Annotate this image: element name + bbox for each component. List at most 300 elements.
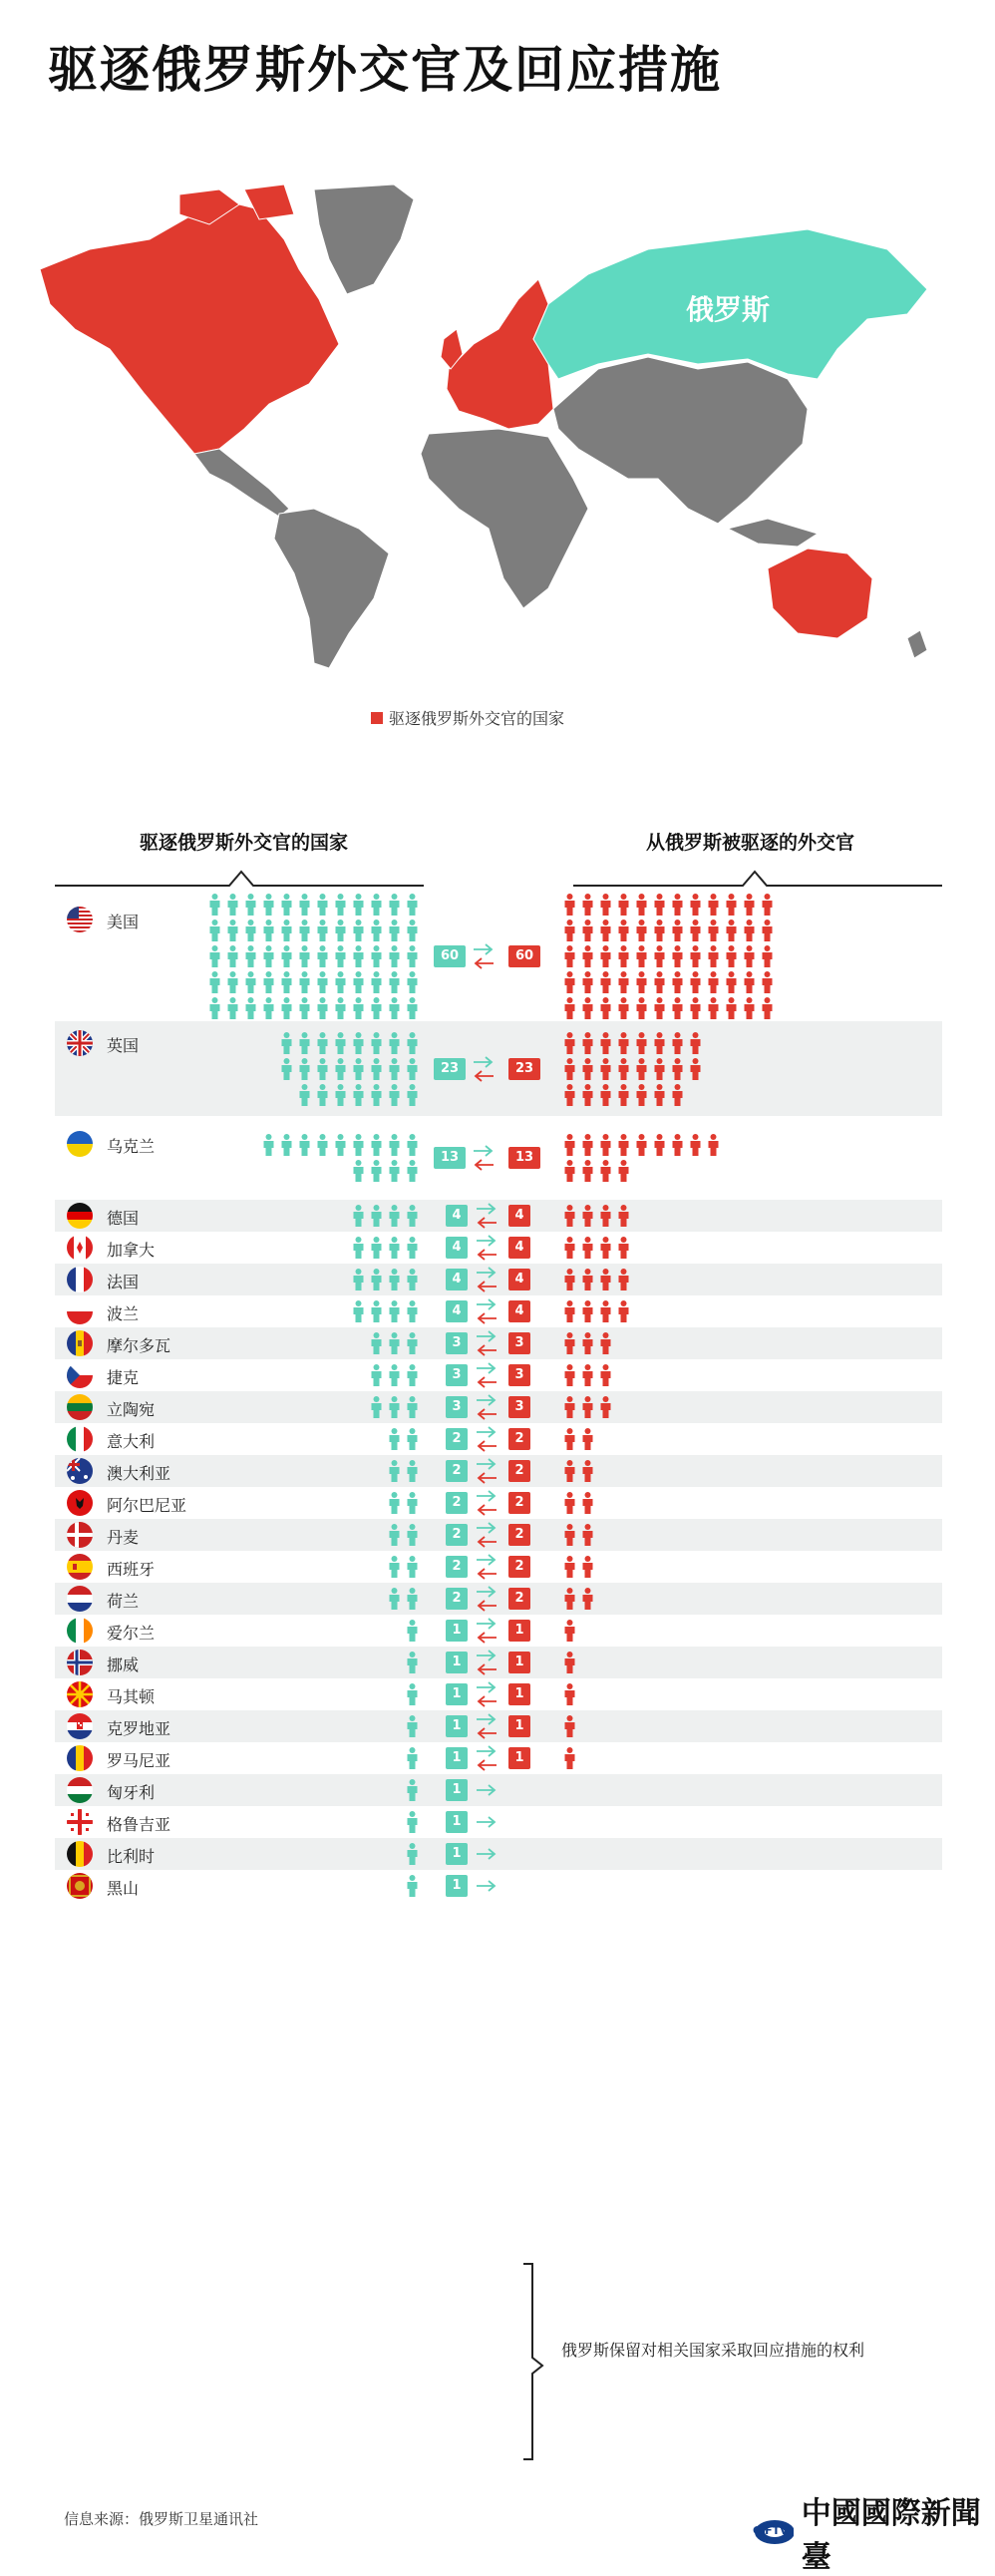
page-title: 驱逐俄罗斯外交官及回应措施 bbox=[48, 41, 722, 99]
expelling-person-icon bbox=[298, 1058, 311, 1084]
expelling-person-icon bbox=[370, 1396, 383, 1422]
expelling-person-icon bbox=[262, 971, 275, 997]
expelled-russian-person-icon bbox=[761, 920, 774, 945]
expelled-count-badge: 13 bbox=[434, 1147, 466, 1169]
response-count-badge: 1 bbox=[508, 1652, 530, 1673]
expelling-person-icon bbox=[388, 945, 401, 971]
expelling-person-icon bbox=[208, 894, 221, 920]
country-name: 阿尔巴尼亚 bbox=[107, 1496, 187, 1515]
expelled-russian-person-icon bbox=[599, 1084, 612, 1110]
expelled-count-badge: 23 bbox=[434, 1058, 466, 1080]
expelled-russian-person-icon bbox=[671, 997, 684, 1023]
country-row bbox=[55, 1647, 942, 1678]
expelled-russian-person-icon bbox=[617, 1058, 630, 1084]
expelled-count-badge: 1 bbox=[446, 1683, 468, 1705]
expelled-russian-person-icon bbox=[635, 1134, 648, 1160]
expelled-russian-person-icon bbox=[563, 1428, 576, 1454]
expelling-person-icon bbox=[370, 1084, 383, 1110]
expelled-russian-person-icon bbox=[581, 1160, 594, 1186]
exchange-arrows-icon bbox=[474, 1552, 499, 1582]
country-name: 黑山 bbox=[107, 1879, 140, 1898]
map-indonesia bbox=[728, 519, 818, 547]
expelled-russian-person-icon bbox=[761, 945, 774, 971]
expelled-russian-person-icon bbox=[653, 1058, 666, 1084]
expelling-person-icon bbox=[208, 945, 221, 971]
expelling-person-icon bbox=[334, 1032, 347, 1058]
expelling-person-icon bbox=[316, 1134, 329, 1160]
expelling-person-icon bbox=[244, 945, 257, 971]
country-row bbox=[55, 1232, 942, 1264]
expelled-russian-person-icon bbox=[581, 1237, 594, 1263]
expelling-person-icon bbox=[334, 997, 347, 1023]
country-row bbox=[55, 1021, 942, 1116]
map-mexico bbox=[194, 449, 289, 517]
map-asia bbox=[553, 357, 808, 524]
expelling-person-icon bbox=[406, 997, 419, 1023]
expelling-person-icon bbox=[406, 1332, 419, 1358]
expelling-person-icon bbox=[352, 1134, 365, 1160]
expelling-person-icon bbox=[298, 971, 311, 997]
expelled-russian-person-icon bbox=[653, 1084, 666, 1110]
expelled-russian-person-icon bbox=[635, 945, 648, 971]
country-name: 捷克 bbox=[107, 1368, 140, 1387]
expelled-russian-person-icon bbox=[617, 1205, 630, 1231]
country-flag-hu-icon bbox=[67, 1777, 93, 1803]
expelled-russian-person-icon bbox=[581, 1524, 594, 1550]
expelling-person-icon bbox=[334, 945, 347, 971]
legend-label: 驱逐俄罗斯外交官的国家 bbox=[389, 709, 565, 728]
expelled-russian-person-icon bbox=[581, 1032, 594, 1058]
expelled-russian-person-icon bbox=[653, 1134, 666, 1160]
expelled-russian-person-icon bbox=[581, 1269, 594, 1294]
expelled-russian-person-icon bbox=[599, 1205, 612, 1231]
country-row bbox=[55, 1870, 942, 1902]
expelled-russian-person-icon bbox=[707, 894, 720, 920]
expelling-person-icon bbox=[388, 1524, 401, 1550]
expelling-person-icon bbox=[406, 1237, 419, 1263]
expelling-person-icon bbox=[406, 1652, 419, 1677]
response-count-badge: 60 bbox=[508, 945, 540, 967]
expelling-person-icon bbox=[352, 1160, 365, 1186]
expelled-russian-person-icon bbox=[743, 894, 756, 920]
map-new-zealand bbox=[907, 630, 927, 658]
expelled-russian-person-icon bbox=[581, 1492, 594, 1518]
expelled-russian-person-icon bbox=[671, 920, 684, 945]
expelled-russian-person-icon bbox=[761, 894, 774, 920]
cftv-logo bbox=[753, 2488, 995, 2576]
country-flag-hr-icon bbox=[67, 1713, 93, 1739]
country-name: 克罗地亚 bbox=[107, 1719, 171, 1738]
expelled-russian-person-icon bbox=[671, 1134, 684, 1160]
expelled-russian-person-icon bbox=[689, 1134, 702, 1160]
expelled-russian-person-icon bbox=[581, 1428, 594, 1454]
country-flag-ua-icon bbox=[67, 1131, 93, 1157]
expelling-person-icon bbox=[388, 1032, 401, 1058]
expelling-person-icon bbox=[334, 971, 347, 997]
expelling-person-icon bbox=[406, 1811, 419, 1837]
exchange-arrows-icon bbox=[471, 1143, 497, 1173]
expelled-russian-person-icon bbox=[563, 1237, 576, 1263]
expelled-russian-person-icon bbox=[599, 1032, 612, 1058]
country-flag-ge-icon bbox=[67, 1809, 93, 1835]
expelled-russian-person-icon bbox=[599, 1396, 612, 1422]
expelling-person-icon bbox=[352, 1058, 365, 1084]
country-flag-md-icon bbox=[67, 1330, 93, 1356]
expelling-person-icon bbox=[370, 920, 383, 945]
expelling-person-icon bbox=[388, 1588, 401, 1614]
expelling-person-icon bbox=[388, 1058, 401, 1084]
expelled-russian-person-icon bbox=[581, 1058, 594, 1084]
expelling-person-icon bbox=[262, 1134, 275, 1160]
expelling-person-icon bbox=[298, 1032, 311, 1058]
expelled-russian-person-icon bbox=[581, 1396, 594, 1422]
country-name: 立陶宛 bbox=[107, 1400, 156, 1419]
expelled-russian-person-icon bbox=[563, 1460, 576, 1486]
expelling-person-icon bbox=[298, 920, 311, 945]
expelled-count-badge: 2 bbox=[446, 1524, 468, 1546]
country-flag-nl-icon bbox=[67, 1586, 93, 1612]
expelled-count-badge: 3 bbox=[446, 1364, 468, 1386]
expelled-russian-person-icon bbox=[707, 971, 720, 997]
expelling-person-icon bbox=[388, 1300, 401, 1326]
expelled-russian-person-icon bbox=[689, 920, 702, 945]
expelling-person-icon bbox=[370, 1160, 383, 1186]
expelling-person-icon bbox=[226, 997, 239, 1023]
expelled-russian-person-icon bbox=[653, 945, 666, 971]
response-count-badge: 3 bbox=[508, 1332, 530, 1354]
country-row bbox=[55, 1455, 942, 1487]
expelled-russian-person-icon bbox=[581, 1084, 594, 1110]
expelled-count-badge: 3 bbox=[446, 1396, 468, 1418]
expelling-person-icon bbox=[208, 920, 221, 945]
country-flag-lt-icon bbox=[67, 1394, 93, 1420]
response-count-badge: 3 bbox=[508, 1364, 530, 1386]
exchange-arrows-icon bbox=[474, 1265, 499, 1294]
expelling-person-icon bbox=[352, 1269, 365, 1294]
exchange-arrows-icon bbox=[474, 1648, 499, 1677]
expelling-person-icon bbox=[244, 997, 257, 1023]
exchange-arrows-icon bbox=[474, 1456, 499, 1486]
expelling-person-icon bbox=[406, 1396, 419, 1422]
expelling-person-icon bbox=[298, 997, 311, 1023]
expelling-person-icon bbox=[316, 971, 329, 997]
response-count-badge: 3 bbox=[508, 1396, 530, 1418]
right-column-header: 从俄罗斯被驱逐的外交官 bbox=[646, 832, 855, 854]
expelled-count-badge: 1 bbox=[446, 1715, 468, 1737]
country-name: 荷兰 bbox=[107, 1592, 140, 1611]
country-name: 马其顿 bbox=[107, 1687, 156, 1706]
country-row bbox=[55, 1423, 942, 1455]
expelled-russian-person-icon bbox=[725, 945, 738, 971]
expelling-person-icon bbox=[316, 920, 329, 945]
expelled-russian-person-icon bbox=[617, 1269, 630, 1294]
country-name: 意大利 bbox=[107, 1432, 156, 1451]
response-count-badge: 2 bbox=[508, 1588, 530, 1610]
expelling-person-icon bbox=[280, 1058, 293, 1084]
country-flag-ca-icon bbox=[67, 1235, 93, 1261]
expelled-russian-person-icon bbox=[599, 1160, 612, 1186]
expelled-russian-person-icon bbox=[671, 971, 684, 997]
expelled-russian-person-icon bbox=[671, 1058, 684, 1084]
expelling-person-icon bbox=[406, 1843, 419, 1869]
expelled-russian-person-icon bbox=[581, 920, 594, 945]
expelled-russian-person-icon bbox=[617, 997, 630, 1023]
expelled-russian-person-icon bbox=[671, 1032, 684, 1058]
expelled-russian-person-icon bbox=[563, 1588, 576, 1614]
country-flag-cz-icon bbox=[67, 1362, 93, 1388]
expelled-count-badge: 1 bbox=[446, 1747, 468, 1769]
country-flag-dk-icon bbox=[67, 1522, 93, 1548]
exchange-arrows-icon bbox=[474, 1520, 499, 1550]
expelled-count-badge: 1 bbox=[446, 1875, 468, 1897]
forward-arrow-icon bbox=[474, 1775, 499, 1805]
expelled-count-badge: 4 bbox=[446, 1300, 468, 1322]
country-name: 加拿大 bbox=[107, 1241, 156, 1260]
expelled-russian-person-icon bbox=[617, 1300, 630, 1326]
expelled-russian-person-icon bbox=[581, 1364, 594, 1390]
expelled-russian-person-icon bbox=[671, 945, 684, 971]
map-greenland bbox=[314, 184, 414, 294]
reserved-rights-note: 俄罗斯保留对相关国家采取回应措施的权利 bbox=[561, 2341, 865, 2360]
expelled-count-badge: 1 bbox=[446, 1843, 468, 1865]
map-africa bbox=[421, 429, 588, 608]
expelled-russian-person-icon bbox=[581, 945, 594, 971]
exchange-arrows-icon bbox=[474, 1488, 499, 1518]
country-name: 比利时 bbox=[107, 1847, 156, 1866]
expelled-russian-person-icon bbox=[563, 1300, 576, 1326]
country-row bbox=[55, 1806, 942, 1838]
expelling-person-icon bbox=[370, 997, 383, 1023]
expelled-russian-person-icon bbox=[653, 971, 666, 997]
country-row bbox=[55, 1551, 942, 1583]
expelling-person-icon bbox=[406, 1205, 419, 1231]
country-flag-pl-icon bbox=[67, 1298, 93, 1324]
response-count-badge: 1 bbox=[508, 1683, 530, 1705]
expelled-russian-person-icon bbox=[689, 1058, 702, 1084]
expelled-russian-person-icon bbox=[707, 920, 720, 945]
expelling-person-icon bbox=[406, 894, 419, 920]
expelled-russian-person-icon bbox=[581, 894, 594, 920]
expelled-russian-person-icon bbox=[635, 997, 648, 1023]
expelling-person-icon bbox=[262, 997, 275, 1023]
expelling-person-icon bbox=[262, 894, 275, 920]
expelling-person-icon bbox=[406, 1747, 419, 1773]
expelling-person-icon bbox=[388, 1428, 401, 1454]
expelled-count-badge: 2 bbox=[446, 1556, 468, 1578]
exchange-arrows-icon bbox=[474, 1616, 499, 1646]
country-name: 匈牙利 bbox=[107, 1783, 156, 1802]
expelling-person-icon bbox=[388, 1492, 401, 1518]
expelled-russian-person-icon bbox=[599, 945, 612, 971]
expelled-russian-person-icon bbox=[725, 920, 738, 945]
expelling-person-icon bbox=[316, 945, 329, 971]
expelled-russian-person-icon bbox=[599, 894, 612, 920]
expelled-russian-person-icon bbox=[563, 1556, 576, 1582]
expelled-count-badge: 2 bbox=[446, 1428, 468, 1450]
expelling-person-icon bbox=[406, 1779, 419, 1805]
expelled-russian-person-icon bbox=[689, 945, 702, 971]
expelling-person-icon bbox=[388, 997, 401, 1023]
country-name: 法国 bbox=[107, 1273, 140, 1291]
expelled-russian-person-icon bbox=[617, 945, 630, 971]
expelling-person-icon bbox=[298, 894, 311, 920]
country-row bbox=[55, 1583, 942, 1615]
expelled-russian-person-icon bbox=[671, 894, 684, 920]
expelling-person-icon bbox=[280, 945, 293, 971]
expelled-russian-person-icon bbox=[743, 997, 756, 1023]
expelled-russian-person-icon bbox=[617, 1237, 630, 1263]
expelling-person-icon bbox=[388, 1556, 401, 1582]
map-south-america bbox=[274, 509, 389, 668]
source-credit: 信息来源：俄罗斯卫星通讯社 bbox=[64, 2510, 259, 2528]
exchange-arrows-icon bbox=[474, 1711, 499, 1741]
expelled-russian-person-icon bbox=[635, 1032, 648, 1058]
response-count-badge: 4 bbox=[508, 1205, 530, 1227]
expelling-person-icon bbox=[406, 1364, 419, 1390]
expelling-person-icon bbox=[406, 1588, 419, 1614]
expelled-russian-person-icon bbox=[563, 1269, 576, 1294]
exchange-arrows-icon bbox=[474, 1328, 499, 1358]
expelled-russian-person-icon bbox=[563, 1524, 576, 1550]
expelling-person-icon bbox=[334, 1084, 347, 1110]
expelling-person-icon bbox=[316, 997, 329, 1023]
response-count-badge: 4 bbox=[508, 1237, 530, 1259]
expelling-person-icon bbox=[370, 1269, 383, 1294]
expelled-russian-person-icon bbox=[617, 894, 630, 920]
logo-abbr: CIFTV bbox=[753, 2524, 789, 2537]
country-row bbox=[55, 1742, 942, 1774]
country-row bbox=[55, 1327, 942, 1359]
forward-arrow-icon bbox=[474, 1871, 499, 1901]
country-name: 澳大利亚 bbox=[107, 1464, 171, 1483]
expelling-person-icon bbox=[352, 1300, 365, 1326]
exchange-arrows-icon bbox=[474, 1201, 499, 1231]
country-flag-au-icon bbox=[67, 1458, 93, 1484]
expelled-russian-person-icon bbox=[725, 894, 738, 920]
response-count-badge: 2 bbox=[508, 1460, 530, 1482]
expelled-russian-person-icon bbox=[761, 971, 774, 997]
response-count-badge: 2 bbox=[508, 1428, 530, 1450]
country-row bbox=[55, 1359, 942, 1391]
expelled-russian-person-icon bbox=[761, 997, 774, 1023]
expelled-russian-person-icon bbox=[689, 1032, 702, 1058]
expelled-russian-person-icon bbox=[653, 1032, 666, 1058]
expelled-count-badge: 3 bbox=[446, 1332, 468, 1354]
map-australia bbox=[768, 549, 872, 638]
country-name: 乌克兰 bbox=[107, 1137, 156, 1156]
right-header-line bbox=[573, 872, 942, 886]
response-count-badge: 2 bbox=[508, 1492, 530, 1514]
expelling-person-icon bbox=[334, 1058, 347, 1084]
expelling-person-icon bbox=[388, 920, 401, 945]
expelling-person-icon bbox=[388, 1460, 401, 1486]
country-name: 波兰 bbox=[107, 1304, 140, 1323]
exchange-arrows-icon bbox=[471, 1054, 497, 1084]
expelling-person-icon bbox=[316, 1058, 329, 1084]
expelling-person-icon bbox=[208, 971, 221, 997]
expelled-count-badge: 4 bbox=[446, 1269, 468, 1290]
expelled-russian-person-icon bbox=[563, 1160, 576, 1186]
expelled-russian-person-icon bbox=[635, 971, 648, 997]
expelling-person-icon bbox=[298, 945, 311, 971]
expelling-person-icon bbox=[388, 1205, 401, 1231]
country-name: 西班牙 bbox=[107, 1560, 156, 1579]
expelling-person-icon bbox=[298, 1134, 311, 1160]
country-row bbox=[55, 1295, 942, 1327]
expelled-russian-person-icon bbox=[599, 1058, 612, 1084]
expelling-person-icon bbox=[370, 1058, 383, 1084]
world-map bbox=[30, 180, 967, 678]
legend-swatch bbox=[371, 712, 383, 724]
russia-label: 俄罗斯 bbox=[685, 293, 771, 326]
expelled-russian-person-icon bbox=[599, 1332, 612, 1358]
expelled-russian-person-icon bbox=[581, 1134, 594, 1160]
expelling-person-icon bbox=[352, 1084, 365, 1110]
response-count-badge: 2 bbox=[508, 1556, 530, 1578]
expelled-russian-person-icon bbox=[689, 894, 702, 920]
expelling-person-icon bbox=[280, 920, 293, 945]
country-row bbox=[55, 1710, 942, 1742]
country-row bbox=[55, 1678, 942, 1710]
exchange-arrows-icon bbox=[474, 1296, 499, 1326]
expelled-count-badge: 1 bbox=[446, 1652, 468, 1673]
country-name: 丹麦 bbox=[107, 1528, 140, 1547]
expelling-person-icon bbox=[280, 1134, 293, 1160]
expelled-count-badge: 1 bbox=[446, 1811, 468, 1833]
country-name: 爱尔兰 bbox=[107, 1624, 156, 1643]
response-count-badge: 13 bbox=[508, 1147, 540, 1169]
expelling-person-icon bbox=[334, 920, 347, 945]
expelling-person-icon bbox=[226, 920, 239, 945]
response-count-badge: 1 bbox=[508, 1620, 530, 1642]
expelling-person-icon bbox=[406, 1032, 419, 1058]
expelling-person-icon bbox=[388, 1396, 401, 1422]
expelled-russian-person-icon bbox=[563, 1652, 576, 1677]
left-header-line bbox=[55, 872, 424, 886]
expelled-russian-person-icon bbox=[635, 894, 648, 920]
expelling-person-icon bbox=[370, 1134, 383, 1160]
expelled-russian-person-icon bbox=[563, 971, 576, 997]
expelling-person-icon bbox=[352, 1205, 365, 1231]
expelled-russian-person-icon bbox=[581, 1556, 594, 1582]
country-name: 英国 bbox=[107, 1036, 140, 1055]
expelling-person-icon bbox=[406, 1269, 419, 1294]
expelling-person-icon bbox=[370, 1205, 383, 1231]
expelled-russian-person-icon bbox=[563, 1058, 576, 1084]
expelling-person-icon bbox=[406, 1134, 419, 1160]
expelling-person-icon bbox=[280, 997, 293, 1023]
exchange-arrows-icon bbox=[474, 1424, 499, 1454]
expelling-person-icon bbox=[388, 894, 401, 920]
expelling-person-icon bbox=[388, 1364, 401, 1390]
expelled-russian-person-icon bbox=[563, 1084, 576, 1110]
country-row bbox=[55, 1615, 942, 1647]
country-name: 德国 bbox=[107, 1209, 140, 1228]
expelling-person-icon bbox=[406, 945, 419, 971]
expelled-russian-person-icon bbox=[743, 945, 756, 971]
expelled-count-badge: 1 bbox=[446, 1620, 468, 1642]
expelled-russian-person-icon bbox=[563, 1747, 576, 1773]
expelled-russian-person-icon bbox=[635, 1084, 648, 1110]
country-flag-us-icon bbox=[67, 907, 93, 932]
expelling-person-icon bbox=[226, 971, 239, 997]
expelling-person-icon bbox=[280, 894, 293, 920]
expelled-russian-person-icon bbox=[599, 1269, 612, 1294]
left-column-header: 驱逐俄罗斯外交官的国家 bbox=[140, 832, 349, 854]
expelling-person-icon bbox=[406, 1084, 419, 1110]
country-row bbox=[55, 1122, 942, 1194]
exchange-arrows-icon bbox=[474, 1360, 499, 1390]
